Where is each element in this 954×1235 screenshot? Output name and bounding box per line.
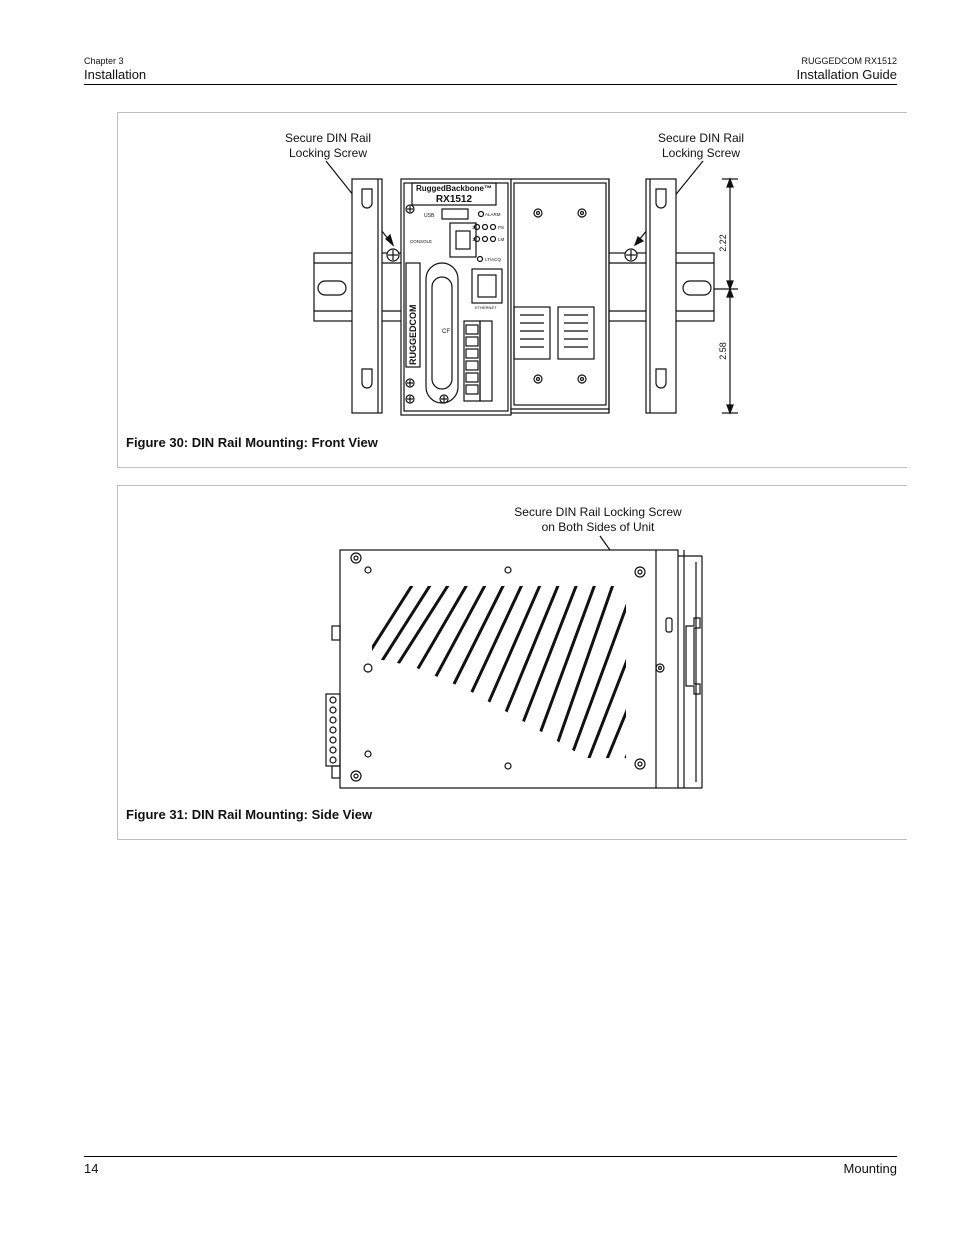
dimension-lower: 2.58 — [718, 342, 728, 360]
usb-label: USB — [424, 213, 435, 219]
header-divider — [84, 84, 897, 85]
page-number: 14 — [84, 1161, 99, 1176]
din-rail-side-view-drawing — [118, 486, 908, 806]
din-rail-front-view-drawing — [118, 113, 908, 433]
callout-left-line-2: Locking Screw — [288, 146, 368, 160]
document-title: Installation Guide — [796, 67, 897, 82]
chapter-label: Chapter 3 — [84, 56, 124, 66]
lt-acq-label: LT/ACQ — [485, 257, 501, 262]
side-callout-line-2: on Both Sides of Unit — [541, 520, 655, 534]
ps-label: PS — [498, 225, 505, 230]
side-callout-line-1: Secure DIN Rail Locking Screw — [514, 505, 682, 519]
console-label: CONSOLE — [410, 239, 433, 244]
footer-divider — [84, 1156, 897, 1157]
callout-right-line-1: Secure DIN Rail — [657, 131, 745, 145]
device-model-text: RX1512 — [435, 194, 473, 205]
ethernet-label: ETHERNET — [475, 305, 497, 310]
figure-30-frame — [117, 112, 907, 468]
alarm-label: ALARM — [485, 212, 501, 217]
figure-31-caption: Figure 31: DIN Rail Mounting: Side View — [126, 807, 373, 822]
product-name: RUGGEDCOM RX1512 — [801, 56, 897, 66]
section-title: Installation — [84, 67, 147, 82]
footer-section: Mounting — [843, 1161, 897, 1176]
dimension-upper: 2.22 — [718, 234, 728, 252]
callout-right-line-2: Locking Screw — [661, 146, 741, 160]
lm-label: LM — [498, 237, 505, 242]
ruggedcom-logo-text: RUGGEDCOM — [408, 304, 418, 365]
figure-30-caption: Figure 30: DIN Rail Mounting: Front View — [126, 435, 378, 450]
callout-left-line-1: Secure DIN Rail — [284, 131, 372, 145]
cf-label: CF — [442, 329, 450, 335]
figure-31-frame — [117, 485, 907, 840]
port-3-label: 3 — [472, 225, 475, 230]
device-brand-text: RuggedBackbone™ — [415, 184, 493, 193]
port-1-label: 1 — [472, 237, 475, 242]
